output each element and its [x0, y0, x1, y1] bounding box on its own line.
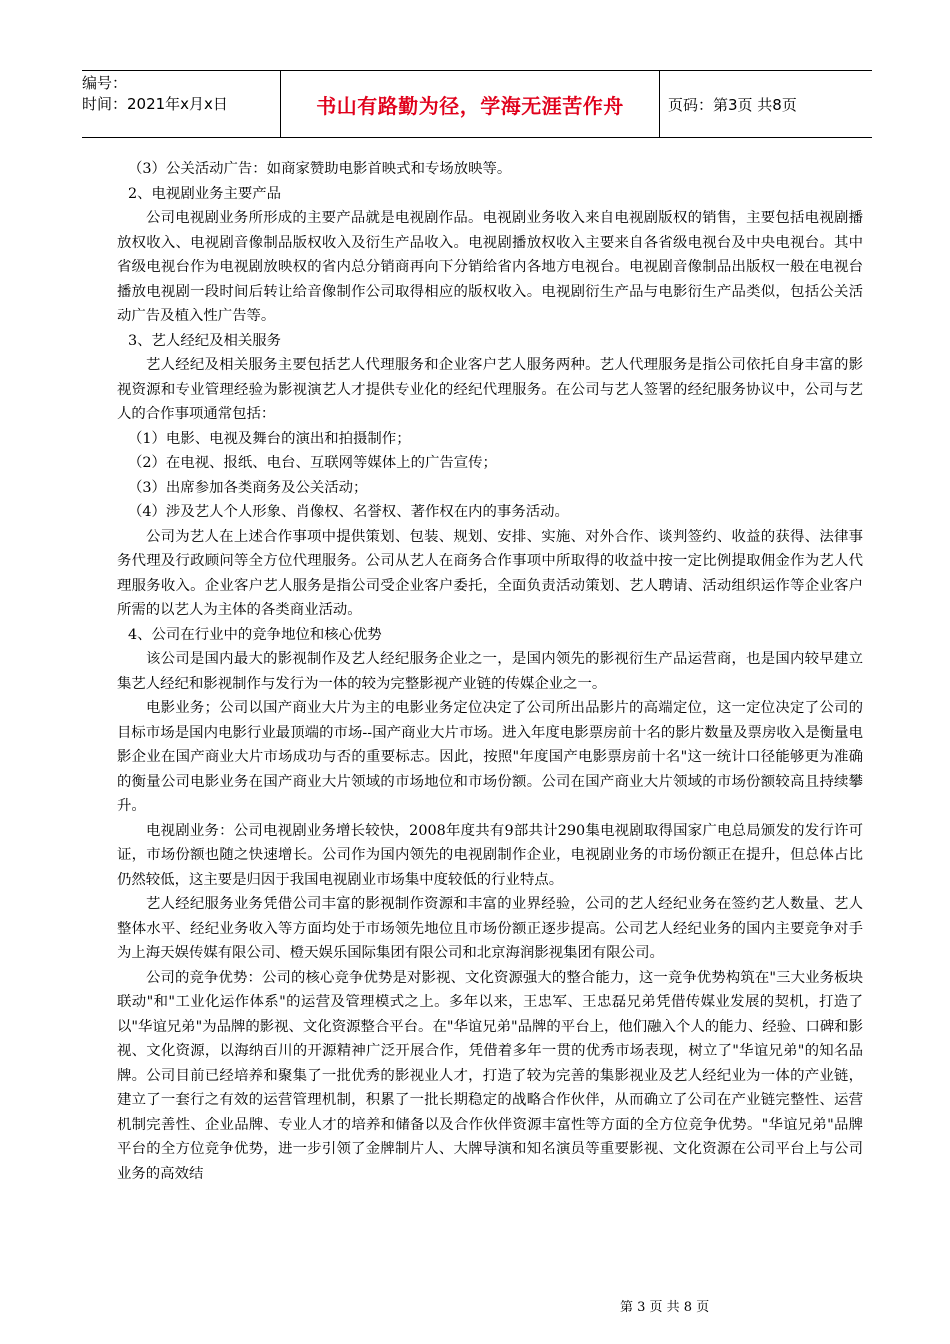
list-item-4: （4）涉及艺人个人形象、肖像权、名誉权、著作权在内的事务活动。 — [128, 504, 569, 520]
header-motto: 书山有路勤为径，学海无涯苦作舟 — [280, 71, 660, 137]
paragraph-agency-services: 公司为艺人在上述合作事项中提供策划、包装、规划、安排、实施、对外合作、谈判签约、收益的获得、法律事务代理及行政顾问等全方位代理服务。公司从艺人在商务合作事项中所取得的收益中按一定比例提取佣金作为艺人代理服务收入。企业客户艺人服务是指公司受企业客户委托，全面负责活动策划、艺人聘请、活动组织运作等企业客户所需的以艺人为主体的各类商业活动。 — [117, 528, 863, 618]
paragraph-company-overview: 该公司是国内最大的影视制作及艺人经纪服务企业之一，是国内领先的影视衍生产品运营商，也是国内较早建立集艺人经纪和影视制作与发行为一体的较为完整影视产业链的传媒企业之一。 — [117, 651, 863, 692]
code-label: 编号： — [82, 74, 128, 92]
paragraph-film-business: 电影业务；公司以国产商业大片为主的电影业务定位决定了公司所出品影片的高端定位，这一定位决定了公司的目标市场是国内电影行业最顶端的市场--国产商业大片市场。进入年度电影票房前十名的影片数量及票房收入是衡量电影企业在国产商业大片市场成功与否的重要标志。因此，按照"年度国产电影票房前十名"这一统计口径能够更为准确的衡量公司电影业务在国产商业大片领域的市场地位和市场份额。公司在国产商业大片领域的市场份额较高且持续攀升。 — [117, 700, 863, 814]
list-item-3: （3）出席参加各类商务及公关活动； — [128, 479, 368, 496]
paragraph-agency-business: 艺人经纪服务业务凭借公司丰富的影视制作资源和丰富的业界经验，公司的艺人经纪业务在签约艺人数量、艺人整体水平、经纪业务收入等方面均处于市场领先地位且市场份额正逐步提高。公司艺人经纪业务的国内主要竞争对手为上海天娱传媒有限公司、橙天娱乐国际集团有限公司和北京海润影视集团有限公司。 — [117, 896, 863, 961]
page-header — [82, 70, 872, 138]
body-text — [117, 157, 863, 1186]
list-item-2: （2）在电视、报纸、电台、互联网等媒体上的广告宣传； — [128, 455, 497, 471]
heading-tv-products: 2、电视剧业务主要产品 — [128, 185, 282, 202]
list-item-1: （1）电影、电视及舞台的演出和拍摄制作； — [128, 430, 411, 447]
header-page-number: 页码：第3页 共8页 — [668, 95, 797, 114]
heading-artist-agency: 3、艺人经纪及相关服务 — [128, 332, 282, 349]
header-meta — [82, 71, 280, 137]
time-label: 时间：2021年x月x日 — [82, 95, 228, 113]
paragraph-public-ads: （3）公关活动广告：如商家赞助电影首映式和专场放映等。 — [128, 161, 512, 177]
paragraph-competitive-advantage: 公司的竞争优势：公司的核心竞争优势是对影视、文化资源强大的整合能力，这一竞争优势构筑在"三大业务板块联动"和"工业化运作体系"的运营及管理模式之上。多年以来，王忠军、王忠磊兄弟凭借传媒业发展的契机，打造了以"华谊兄弟"为品牌的影视、文化资源整合平台。在"华谊兄弟"品牌的平台上，他们融入个人的能力、经验、口碑和影视、文化资源，以海纳百川的开源精神广泛开展合作，凭借着多年一贯的优秀市场表现，树立了"华谊兄弟"的知名品牌。公司目前已经培养和聚集了一批优秀的影视业人才，打造了较为完善的集影视业及艺人经纪业为一体的产业链，建立了一套行之有效的运营管理机制，积累了一批长期稳定的战略合作伙伴，从而确立了公司在产业链完整性、运营机制完善性、企业品牌、专业人才的培养和储备以及合作伙伴资源丰富性等方面的全方位竞争优势。"华谊兄弟"品牌平台的全方位竞争优势，进一步引领了金牌制片人、大牌导演和知名演员等重要影视、文化资源在公司平台上与公司业务的高效结 — [117, 969, 864, 1182]
paragraph-tv-products: 公司电视剧业务所形成的主要产品就是电视剧作品。电视剧业务收入来自电视剧版权的销售，主要包括电视剧播放权收入、电视剧音像制品版权收入及衍生产品收入。电视剧播放权收入主要来自各省级电视台及中央电视台。其中省级电视台作为电视剧放映权的省内总分销商再向下分销给省内各地方电视台。电视剧音像制品出版权一般在电视台播放电视剧一段时间后转让给音像制作公司取得相应的版权收入。电视剧衍生产品与电影衍生产品类似，包括公关活动广告及植入性广告等。 — [117, 210, 863, 324]
page-footer: 第 3 页 共 8 页 — [620, 1300, 710, 1315]
paragraph-artist-agency: 艺人经纪及相关服务主要包括艺人代理服务和企业客户艺人服务两种。艺人代理服务是指公司依托自身丰富的影视资源和专业管理经验为影视演艺人才提供专业化的经纪代理服务。在公司与艺人签署的经纪服务协议中，公司与艺人的合作事项通常包括： — [117, 357, 863, 422]
paragraph-tv-business: 电视剧业务：公司电视剧业务增长较快，2008年度共有9部共计290集电视剧取得国家广电总局颁发的发行许可证，市场份额也随之快速增长。公司作为国内领先的电视剧制作企业，电视剧业务的市场份额正在提升，但总体占比仍然较低，这主要是归因于我国电视剧业市场集中度较低的行业特点。 — [117, 822, 863, 888]
heading-competition: 4、公司在行业中的竞争地位和核心优势 — [128, 626, 382, 643]
